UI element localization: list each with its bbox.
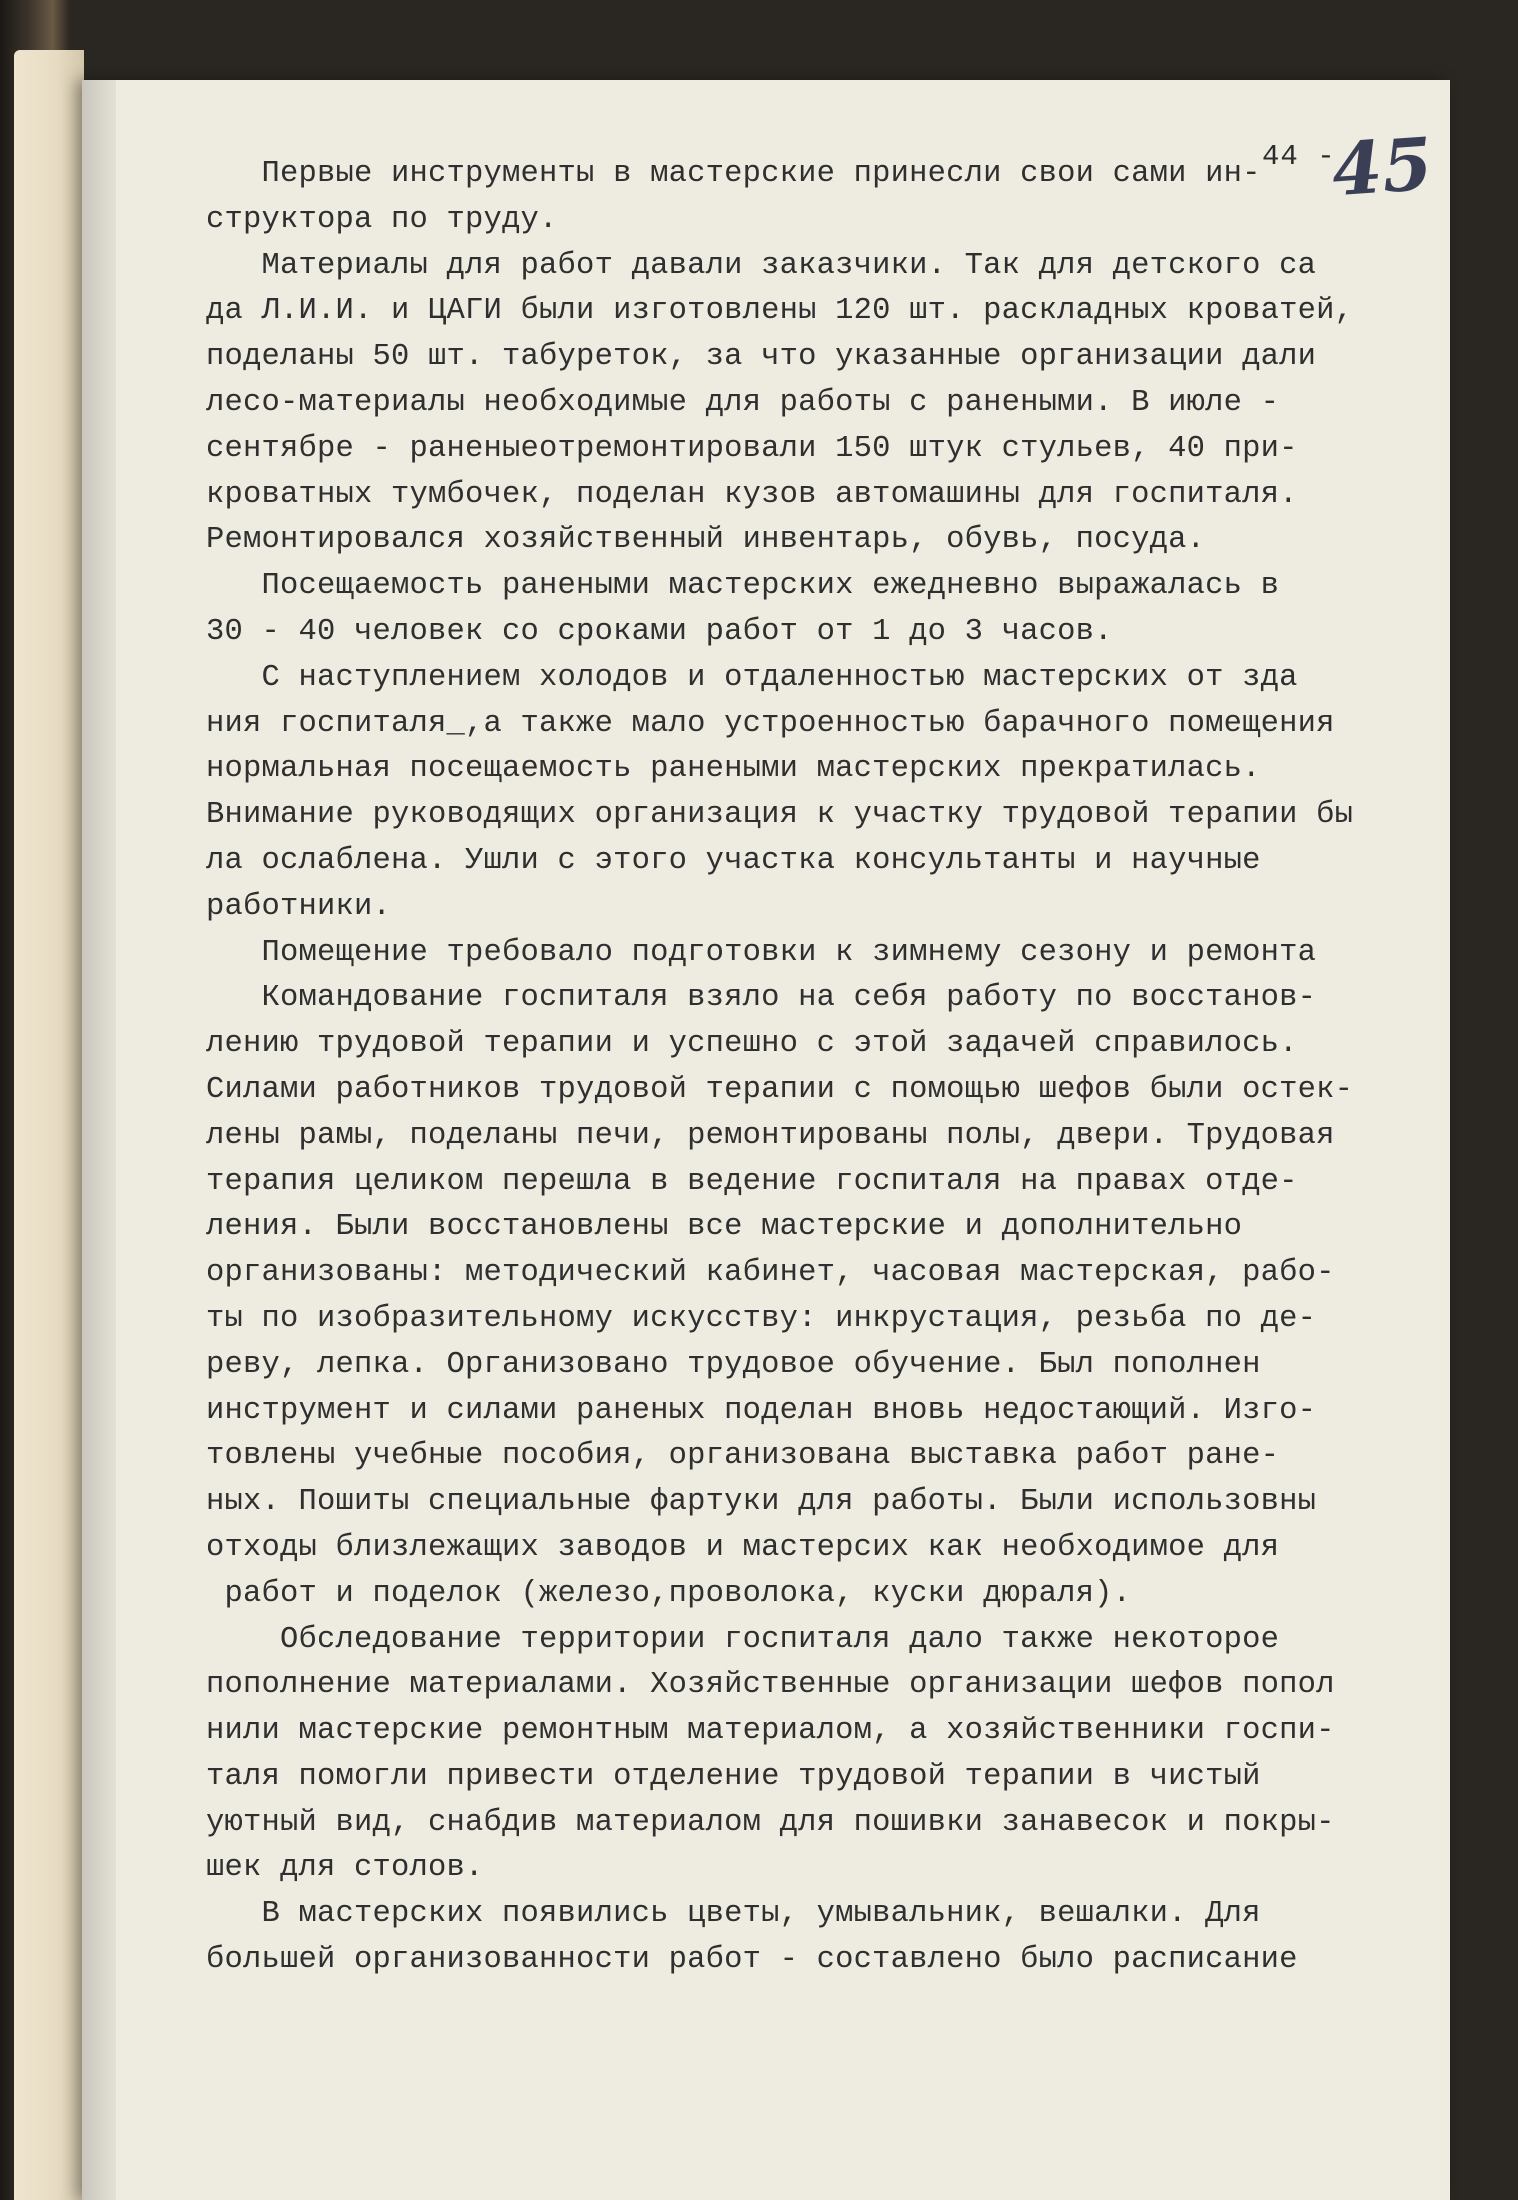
page-number: 44 -	[1262, 140, 1336, 173]
text-line: большей организованности работ - составлено было расписание	[206, 1943, 1298, 1978]
text-line: уютный вид, снабдив материалом для пошивки занавесок и покры-	[206, 1805, 1335, 1840]
text-line: ты по изобразительному искусству: инкрустация, резьба по де-	[206, 1301, 1317, 1336]
text-line: Первые инструменты в мастерские принесли свои сами ин-	[206, 157, 1261, 191]
archive-page-number: 45	[1329, 120, 1436, 213]
text-line: Ремонтировался хозяйственный инвентарь, обувь, посуда.	[206, 523, 1206, 558]
text-line: лению трудовой терапии и успешно с этой задачей справилось.	[206, 1027, 1298, 1062]
typewritten-text	[206, 152, 1372, 1984]
text-line: Внимание руководящих организация к участку трудовой терапии бы	[206, 798, 1354, 833]
text-line: ных. Пошиты специальные фартуки для работы. Были использовны	[206, 1485, 1317, 1520]
text-line: Силами работников трудовой терапии с помощью шефов были остек-	[206, 1072, 1354, 1107]
text-line: структора по труду.	[206, 202, 558, 237]
text-line: Материалы для работ давали заказчики. Так для детского са	[206, 248, 1317, 283]
folder-spine	[14, 50, 84, 2200]
text-line: ления. Были восстановлены все мастерские и дополнительно	[206, 1210, 1243, 1245]
text-line: работники.	[206, 889, 392, 924]
text-line: лены рамы, поделаны печи, ремонтированы полы, двери. Трудовая	[206, 1118, 1335, 1153]
text-line: товлены учебные пособия, организована выставка работ ране-	[206, 1439, 1280, 1474]
text-line: 30 - 40 человек со сроками работ от 1 до 3 часов.	[206, 614, 1113, 649]
text-line: отходы близлежащих заводов и мастерсих как необходимое для	[206, 1530, 1280, 1565]
text-line: пополнение материалами. Хозяйственные организации шефов попол	[206, 1668, 1335, 1703]
page-gutter	[82, 80, 116, 2200]
text-line: шек для столов.	[206, 1851, 484, 1886]
text-line: сентябре - раненыеотремонтировали 150 штук стульев, 40 при-	[206, 431, 1298, 466]
text-line: ния госпиталя_,а также мало устроенностью барачного помещения	[206, 706, 1335, 741]
text-line: реву, лепка. Организовано трудовое обучение. Был пополнен	[206, 1347, 1261, 1382]
text-line: терапия целиком перешла в ведение госпиталя на правах отде-	[206, 1164, 1298, 1199]
text-line: Посещаемость ранеными мастерских ежедневно выражалась в	[206, 569, 1280, 604]
text-line: ла ослаблена. Ушли с этого участка консультанты и научные	[206, 843, 1261, 878]
text-line: Обследование территории госпиталя дало также некоторое	[206, 1622, 1280, 1657]
text-line: работ и поделок (железо,проволока, куски дюраля).	[206, 1576, 1132, 1611]
text-line: Командование госпиталя взяло на себя работу по восстанов-	[206, 981, 1317, 1016]
text-line: нили мастерские ремонтным материалом, а хозяйственники госпи-	[206, 1714, 1335, 1749]
text-line: таля помогли привести отделение трудовой терапии в чистый	[206, 1759, 1261, 1794]
text-line: нормальная посещаемость ранеными мастерских прекратилась.	[206, 752, 1261, 787]
text-line: В мастерских появились цветы, умывальник, вешалки. Для	[206, 1897, 1261, 1932]
text-line: лесо-материалы необходимые для работы с ранеными. В июле -	[206, 385, 1280, 420]
text-line: поделаны 50 шт. табуреток, за что указанные организации дали	[206, 340, 1317, 375]
text-line: организованы: методический кабинет, часовая мастерская, рабо-	[206, 1256, 1335, 1291]
text-line: Помещение требовало подготовки к зимнему сезону и ремонта	[206, 935, 1317, 970]
text-line: С наступлением холодов и отдаленностью мастерских от зда	[206, 660, 1298, 695]
text-line: инструмент и силами раненых поделан вновь недостающий. Изго-	[206, 1393, 1317, 1428]
text-line: да Л.И.И. и ЦАГИ были изготовлены 120 шт. раскладных кроватей,	[206, 294, 1354, 329]
text-line: кроватных тумбочек, поделан кузов автомашины для госпиталя.	[206, 477, 1298, 512]
